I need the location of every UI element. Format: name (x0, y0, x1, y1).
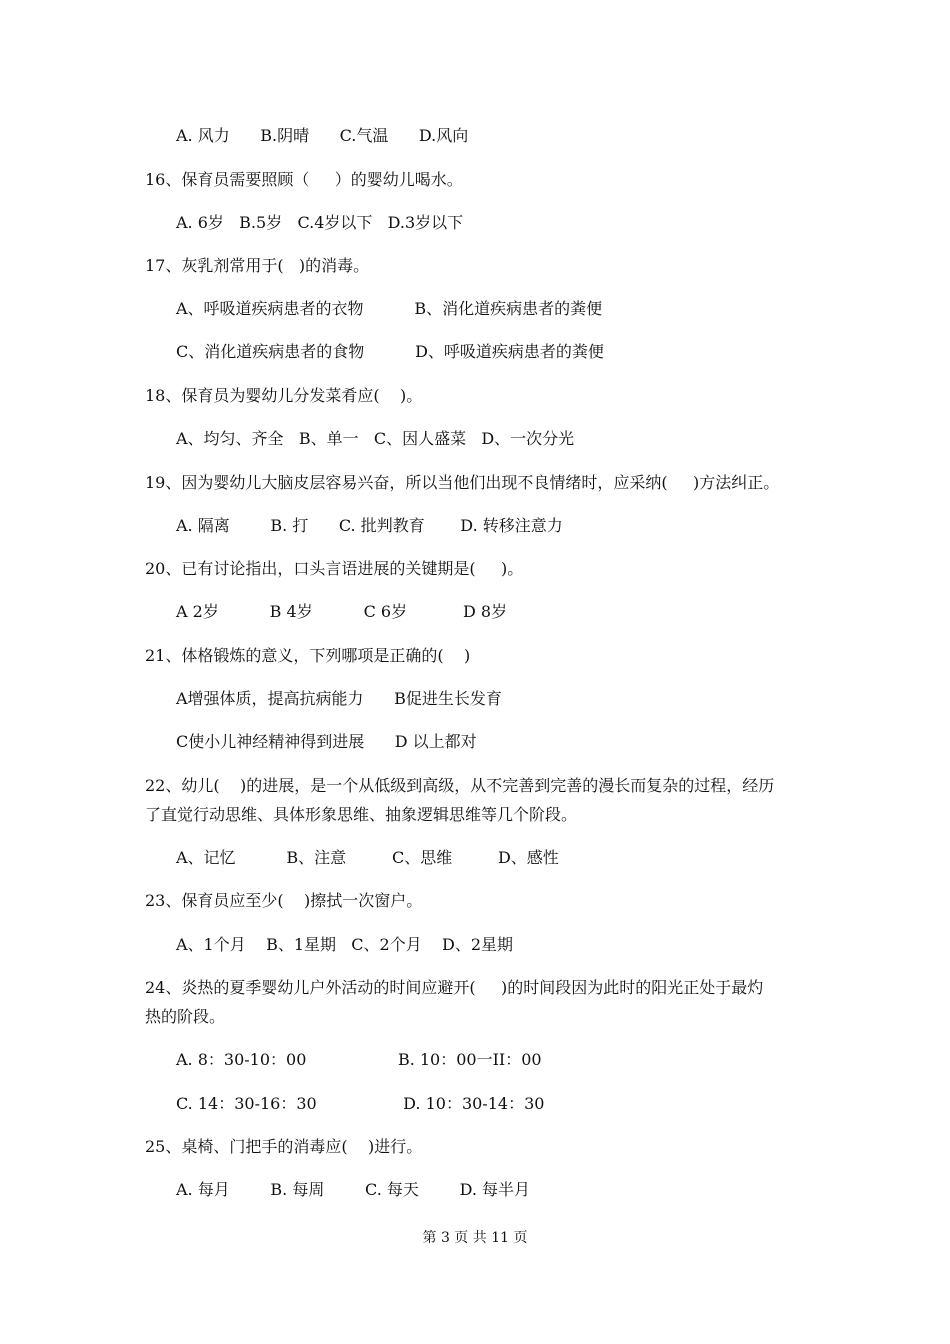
question-16: 16、保育员需要照顾（ ）的婴幼儿喝水。 (145, 170, 463, 189)
options-line: A、1个月 B、1星期 C、2个月 D、2星期 (176, 935, 514, 954)
options-line: C使小儿神经精神得到进展 D 以上都对 (176, 732, 477, 751)
question-17: 17、灰乳剂常用于( )的消毒。 (145, 256, 370, 275)
question-22: 22、幼儿( )的进展，是一个从低级到高级，从不完善到完善的漫长而复杂的过程，经历 (145, 776, 775, 795)
question-22-cont: 了直觉行动思维、具体形象思维、抽象逻辑思维等几个阶段。 (145, 805, 578, 824)
options-line: A. 隔离 B. 打 C. 批判教育 D. 转移注意力 (176, 516, 563, 535)
question-19: 19、因为婴幼儿大脑皮层容易兴奋，所以当他们出现不良情绪时，应采纳( )方法纠正。 (145, 473, 780, 492)
options-line: A、均匀、齐全 B、单一 C、因人盛菜 D、一次分光 (176, 429, 575, 448)
question-18: 18、保育员为婴幼儿分发菜肴应( )。 (145, 386, 423, 405)
options-line: A增强体质，提高抗病能力 B促进生长发育 (176, 689, 502, 708)
options-line: A. 6岁 B.5岁 C.4岁以下 D.3岁以下 (176, 213, 464, 232)
question-23: 23、保育员应至少( )擦拭一次窗户。 (145, 891, 423, 910)
question-25: 25、桌椅、门把手的消毒应( )进行。 (145, 1137, 423, 1156)
options-line: A、记忆 B、注意 C、思维 D、感性 (176, 848, 559, 867)
options-line: A. 8：30-10：00 B. 10：00一II：00 (176, 1050, 542, 1069)
options-line: A、呼吸道疾病患者的衣物 B、消化道疾病患者的粪便 (176, 299, 603, 318)
options-line: C. 14：30-16：30 D. 10：30-14：30 (176, 1094, 545, 1113)
question-21: 21、体格锻炼的意义，下列哪项是正确的( ) (145, 646, 471, 665)
question-24: 24、炎热的夏季婴幼儿户外活动的时间应避开( )的时间段因为此时的阳光正处于最灼 (145, 978, 764, 997)
question-20: 20、已有讨论指出，口头言语进展的关键期是( )。 (145, 559, 524, 578)
page-footer: 第 3 页 共 11 页 (422, 1230, 528, 1246)
options-line: A. 风力 B.阴晴 C.气温 D.风向 (176, 126, 469, 145)
options-line: A 2岁 B 4岁 C 6岁 D 8岁 (176, 602, 508, 621)
options-line: A. 每月 B. 每周 C. 每天 D. 每半月 (176, 1180, 530, 1199)
question-24-cont: 热的阶段。 (145, 1007, 226, 1026)
options-line: C、消化道疾病患者的食物 D、呼吸道疾病患者的粪便 (176, 342, 604, 361)
